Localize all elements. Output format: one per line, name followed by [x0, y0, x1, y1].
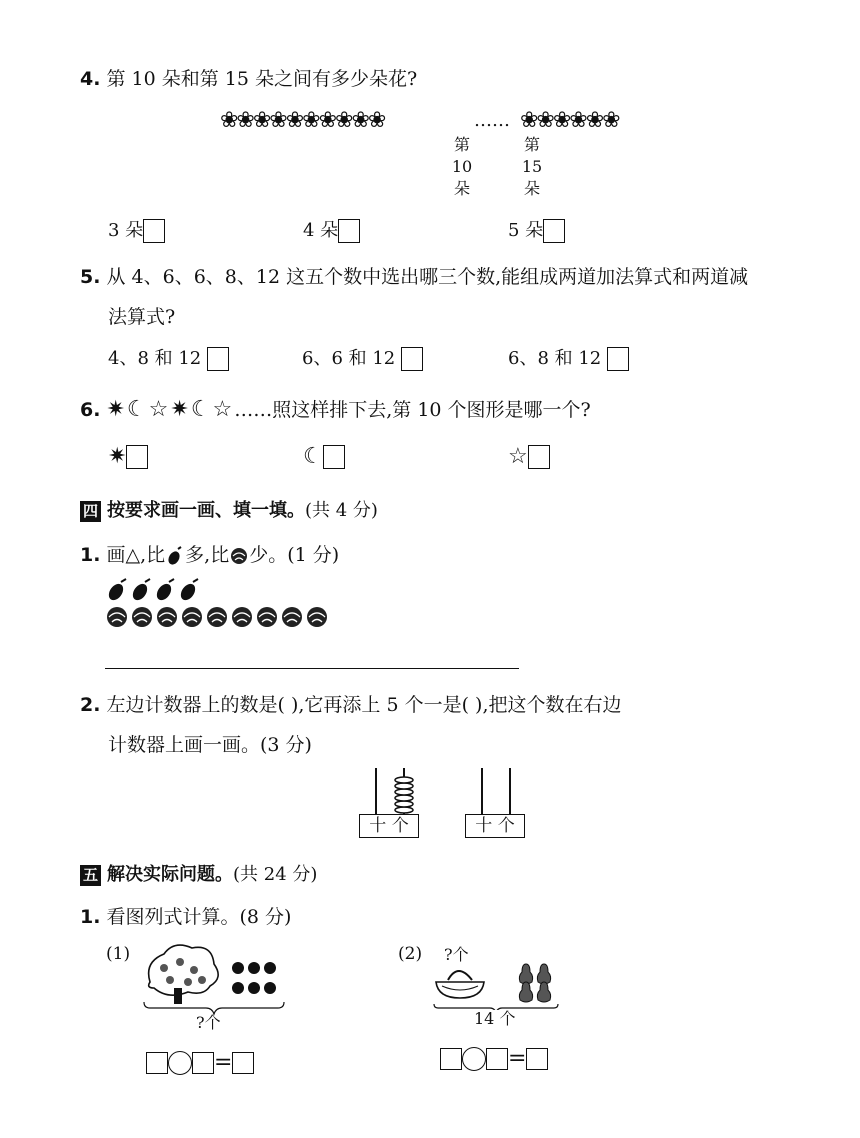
abacus-left-label: 十 个 [359, 814, 419, 838]
question-number: 4. [80, 68, 101, 90]
q6-option-a [108, 444, 148, 469]
answer-box[interactable] [126, 445, 148, 469]
q5-option-a: 4、8 和 12 [108, 344, 229, 371]
sec5-question-1: 1. 看图列式计算。(8 分) [80, 906, 292, 928]
label-10th-flower: 第 10 朵 [451, 135, 473, 198]
problem-1-label: (1) [106, 944, 131, 964]
shape-pattern: ✷☾☆✷☾☆ [106, 397, 235, 422]
equation-box [486, 1048, 508, 1070]
problem-2-label: (2) [398, 944, 423, 964]
drawing-line[interactable] [105, 668, 519, 669]
question-6: 6. ✷☾☆✷☾☆……照这样排下去,第 10 个图形是哪一个? [80, 397, 591, 422]
q4-option-b: 4 朵 [303, 216, 360, 243]
q6-option-c [508, 444, 550, 469]
label-15th-flower: 第 15 朵 [521, 135, 543, 198]
equation-box [192, 1052, 214, 1074]
eggplant-icon [165, 546, 185, 566]
burst-icon: ✷ [108, 444, 127, 469]
equation-box [146, 1052, 168, 1074]
question-4 [80, 64, 417, 91]
q5-option-b: 6、6 和 12 [302, 344, 423, 371]
answer-box[interactable] [323, 445, 345, 469]
abacus-right-label: 十 个 [465, 814, 525, 838]
problem-1-total: ?个 [196, 1013, 221, 1032]
eggplant-row [106, 578, 206, 602]
problem-1-equation[interactable]: = [146, 1050, 254, 1075]
question-text: 第 10 朵和第 15 朵之间有多少朵花? [106, 68, 418, 90]
operator-circle [168, 1051, 192, 1075]
section-5-header: 五 解决实际问题。(共 24 分) [80, 860, 317, 886]
sec4-question-1: 1. 画△,比 多,比 少。(1 分) [80, 544, 340, 566]
equation-box [232, 1052, 254, 1074]
problem-2-total: 14 个 [474, 1009, 516, 1028]
sec4-question-2: 2. 左边计数器上的数是( ),它再添上 5 个一是( ),把这个数在右边 [80, 694, 622, 716]
equation-box [440, 1048, 462, 1070]
q6-option-b [303, 444, 345, 469]
answer-box[interactable] [528, 445, 550, 469]
star-icon: ☆ [508, 444, 528, 469]
answer-box[interactable] [143, 219, 165, 243]
section-4-header: 四 按要求画一画、填一填。(共 4 分) [80, 496, 378, 522]
section-badge: 四 [80, 501, 101, 522]
flower-row-dots: …… [474, 110, 510, 131]
question-5: 5. 从 4、6、6、8、12 这五个数中选出哪三个数,能组成两道加法算式和两道减 [80, 266, 749, 288]
moon-icon: ☾ [303, 444, 323, 469]
answer-box[interactable] [207, 347, 229, 371]
answer-box[interactable] [607, 347, 629, 371]
operator-circle [462, 1047, 486, 1071]
equation-box [526, 1048, 548, 1070]
basket-pears-picture [430, 960, 570, 1010]
q4-option-c: 5 朵 [508, 216, 565, 243]
question-text-line2: 法算式? [108, 306, 176, 328]
answer-box[interactable] [401, 347, 423, 371]
q4-option-a: 3 朵 [108, 216, 165, 243]
problem-2-unknown: ?个 [444, 945, 469, 964]
cabbage-icon [229, 546, 249, 566]
answer-box[interactable] [338, 219, 360, 243]
answer-box[interactable] [543, 219, 565, 243]
sec4-question-2-line2: 计数器上画一画。(3 分) [108, 734, 312, 756]
problem-2-equation[interactable]: = [440, 1046, 548, 1071]
flower-row-left: ❀❀❀❀❀❀❀❀❀❀ [220, 108, 385, 133]
abacus-right[interactable] [464, 766, 534, 816]
q5-option-c: 6、8 和 12 [508, 344, 629, 371]
cabbage-row [104, 604, 334, 630]
flower-row-right: ❀❀❀❀❀❀ [520, 108, 619, 133]
section-badge: 五 [80, 865, 101, 886]
question-text: ……照这样排下去,第 10 个图形是哪一个? [234, 399, 591, 421]
question-text-line1: 从 4、6、6、8、12 这五个数中选出哪三个数,能组成两道加法算式和两道减 [106, 266, 749, 288]
apple-tree-picture [140, 940, 290, 1020]
